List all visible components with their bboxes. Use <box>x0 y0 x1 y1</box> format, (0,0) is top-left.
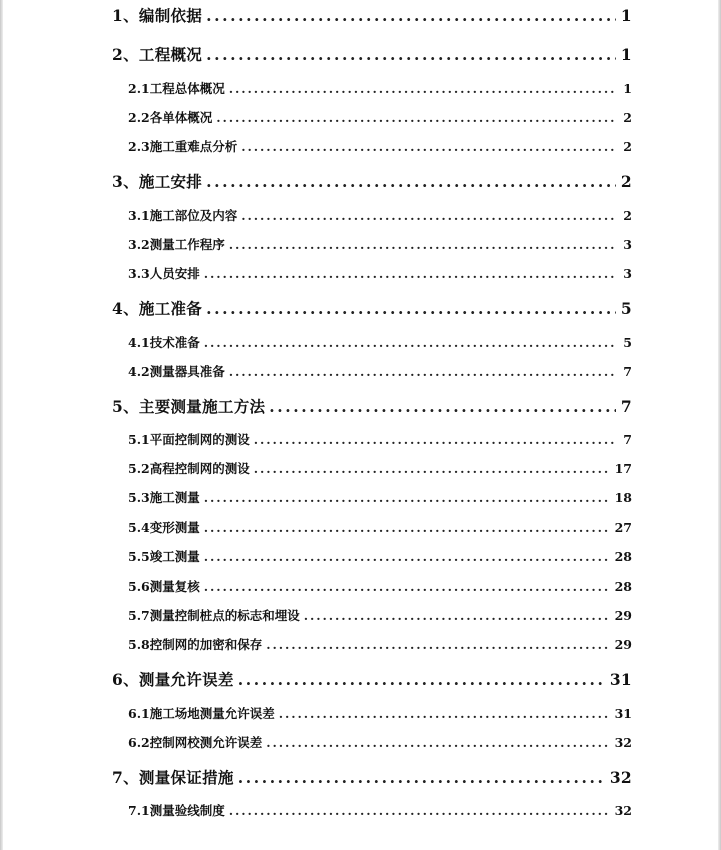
toc-entry-number: 3.3 <box>128 266 150 281</box>
toc-entry-7[interactable] <box>112 766 632 788</box>
dot-leader <box>279 706 611 721</box>
toc-entry-title: 施工准备 <box>138 299 203 318</box>
toc-entry-5-6[interactable] <box>128 577 632 595</box>
toc-entry-title: 测量保证措施 <box>138 768 234 787</box>
toc-entry-title: 各单体概况 <box>149 110 213 125</box>
toc-entry-page: 3 <box>623 237 632 252</box>
dot-leader <box>216 110 616 125</box>
toc-entry-title: 平面控制网的测设 <box>149 432 250 447</box>
toc-entry-title: 控制网校测允许误差 <box>149 735 263 750</box>
toc-entry-page: 2 <box>623 208 632 223</box>
dot-leader <box>204 549 611 564</box>
dot-leader <box>229 803 611 818</box>
dot-leader <box>206 6 616 25</box>
toc-entry-page: 2 <box>623 110 632 125</box>
toc-entry-page: 28 <box>614 549 632 564</box>
toc-entry-6-2[interactable] <box>128 733 632 751</box>
toc-entry-page: 1 <box>620 6 632 25</box>
toc-entry-title: 工程概况 <box>138 45 203 64</box>
dot-leader <box>304 608 611 623</box>
toc-entry-page: 2 <box>620 172 632 191</box>
toc-entry-number: 4.2 <box>128 364 150 379</box>
toc-entry-page: 28 <box>614 579 632 594</box>
toc-entry-title: 测量工作程序 <box>149 237 225 252</box>
toc-entry-number: 6.1 <box>128 706 150 721</box>
dot-leader <box>241 208 616 223</box>
toc-entry-5-1[interactable] <box>128 430 632 448</box>
toc-entry-page: 18 <box>614 490 632 505</box>
dot-leader <box>206 299 616 318</box>
toc-entry-page: 31 <box>609 670 632 689</box>
toc-entry-title: 控制网的加密和保存 <box>149 637 263 652</box>
toc-entry-title: 测量允许误差 <box>138 670 234 689</box>
toc-entry-title: 施工部位及内容 <box>149 208 238 223</box>
toc-entry-5-7[interactable] <box>128 606 632 624</box>
toc-entry-number: 5.3 <box>128 490 150 505</box>
toc-entry-page: 7 <box>623 364 632 379</box>
dot-leader <box>229 81 616 96</box>
toc-entry-3-3[interactable] <box>128 264 632 282</box>
toc-entry-number: 5.1 <box>128 432 150 447</box>
toc-entry-page: 7 <box>620 397 632 416</box>
toc-entry-page: 1 <box>623 81 632 96</box>
toc-entry-number: 5.2 <box>128 461 150 476</box>
toc-entry-number: 5.7 <box>128 608 150 623</box>
dot-leader <box>241 139 616 154</box>
dot-leader <box>238 670 606 689</box>
toc-entry-number: 4、 <box>112 299 139 318</box>
dot-leader <box>238 768 606 787</box>
toc-entry-number: 1、 <box>112 6 139 25</box>
dot-leader <box>266 735 610 750</box>
toc-entry-title: 测量控制桩点的标志和埋设 <box>149 608 300 623</box>
toc-entry-number: 5.4 <box>128 520 150 535</box>
toc-entry-title: 编制依据 <box>138 6 203 25</box>
toc-entry-number: 3.2 <box>128 237 150 252</box>
page-edge-left <box>0 0 3 850</box>
toc-entry-2-1[interactable] <box>128 79 632 97</box>
toc-entry-7-1[interactable] <box>128 801 632 819</box>
toc-entry-4-1[interactable] <box>128 333 632 351</box>
toc-entry-number: 5.8 <box>128 637 150 652</box>
toc-entry-title: 施工重难点分析 <box>149 139 238 154</box>
toc-entry-title: 主要测量施工方法 <box>138 397 266 416</box>
dot-leader <box>229 364 616 379</box>
toc-entry-title: 高程控制网的测设 <box>149 461 250 476</box>
toc-entry-6[interactable] <box>112 668 632 690</box>
toc-entry-number: 2、 <box>112 45 139 64</box>
toc-entry-title: 变形测量 <box>149 520 200 535</box>
toc-entry-4-2[interactable] <box>128 362 632 380</box>
toc-entry-title: 施工测量 <box>149 490 200 505</box>
toc-entry-title: 人员安排 <box>149 266 200 281</box>
toc-entry-page: 7 <box>623 432 632 447</box>
toc-entry-5-8[interactable] <box>128 635 632 653</box>
toc-entry-page: 32 <box>614 803 632 818</box>
toc-entry-3-2[interactable] <box>128 235 632 253</box>
toc-entry-page: 32 <box>609 768 632 787</box>
dot-leader <box>266 637 610 652</box>
toc-entry-title: 施工安排 <box>138 172 203 191</box>
dot-leader <box>204 579 611 594</box>
toc-entry-number: 7、 <box>112 768 139 787</box>
toc-entry-number: 2.1 <box>128 81 150 96</box>
toc-entry-1[interactable] <box>112 4 632 26</box>
dot-leader <box>229 237 616 252</box>
toc-entry-5-4[interactable] <box>128 518 632 536</box>
toc-entry-page: 29 <box>614 608 632 623</box>
dot-leader <box>206 172 616 191</box>
toc-entry-page: 29 <box>614 637 632 652</box>
toc-entry-page: 5 <box>620 299 632 318</box>
toc-entry-number: 4.1 <box>128 335 150 350</box>
toc-entry-page: 2 <box>623 139 632 154</box>
toc-entry-5-5[interactable] <box>128 547 632 565</box>
toc-entry-page: 3 <box>623 266 632 281</box>
toc-entry-title: 测量器具准备 <box>149 364 225 379</box>
dot-leader <box>204 335 616 350</box>
toc-entry-3[interactable] <box>112 170 632 192</box>
toc-entry-number: 6、 <box>112 670 139 689</box>
toc-entry-3-1[interactable] <box>128 206 632 224</box>
toc-entry-number: 2.2 <box>128 110 150 125</box>
toc-entry-2-2[interactable] <box>128 108 632 126</box>
toc-entry-page: 31 <box>614 706 632 721</box>
toc-entry-4[interactable] <box>112 297 632 319</box>
dot-leader <box>254 461 611 476</box>
toc-entry-2-3[interactable] <box>128 137 632 155</box>
toc-entry-number: 2.3 <box>128 139 150 154</box>
toc-entry-page: 5 <box>623 335 632 350</box>
toc-entry-2[interactable] <box>112 43 632 65</box>
toc-entry-title: 竣工测量 <box>149 549 200 564</box>
toc-entry-title: 测量验线制度 <box>149 803 225 818</box>
dot-leader <box>204 490 611 505</box>
toc-entry-number: 5、 <box>112 397 139 416</box>
dot-leader <box>269 397 616 416</box>
toc-entry-number: 5.5 <box>128 549 150 564</box>
toc-entry-number: 3、 <box>112 172 139 191</box>
toc-entry-6-1[interactable] <box>128 704 632 722</box>
toc-entry-page: 27 <box>614 520 632 535</box>
toc-entry-5-3[interactable] <box>128 488 632 506</box>
toc-entry-title: 技术准备 <box>149 335 200 350</box>
toc-entry-5[interactable] <box>112 395 632 417</box>
toc-entry-number: 7.1 <box>128 803 150 818</box>
dot-leader <box>204 266 616 281</box>
toc-entry-number: 6.2 <box>128 735 150 750</box>
toc-entry-page: 32 <box>614 735 632 750</box>
dot-leader <box>206 45 616 64</box>
toc-entry-title: 施工场地测量允许误差 <box>149 706 275 721</box>
toc-entry-page: 17 <box>614 461 632 476</box>
toc-entry-number: 3.1 <box>128 208 150 223</box>
toc-entry-5-2[interactable] <box>128 459 632 477</box>
toc-entry-title: 工程总体概况 <box>149 81 225 96</box>
toc-entry-title: 测量复核 <box>149 579 200 594</box>
dot-leader <box>204 520 611 535</box>
toc-entry-page: 1 <box>620 45 632 64</box>
toc-entry-number: 5.6 <box>128 579 150 594</box>
dot-leader <box>254 432 616 447</box>
